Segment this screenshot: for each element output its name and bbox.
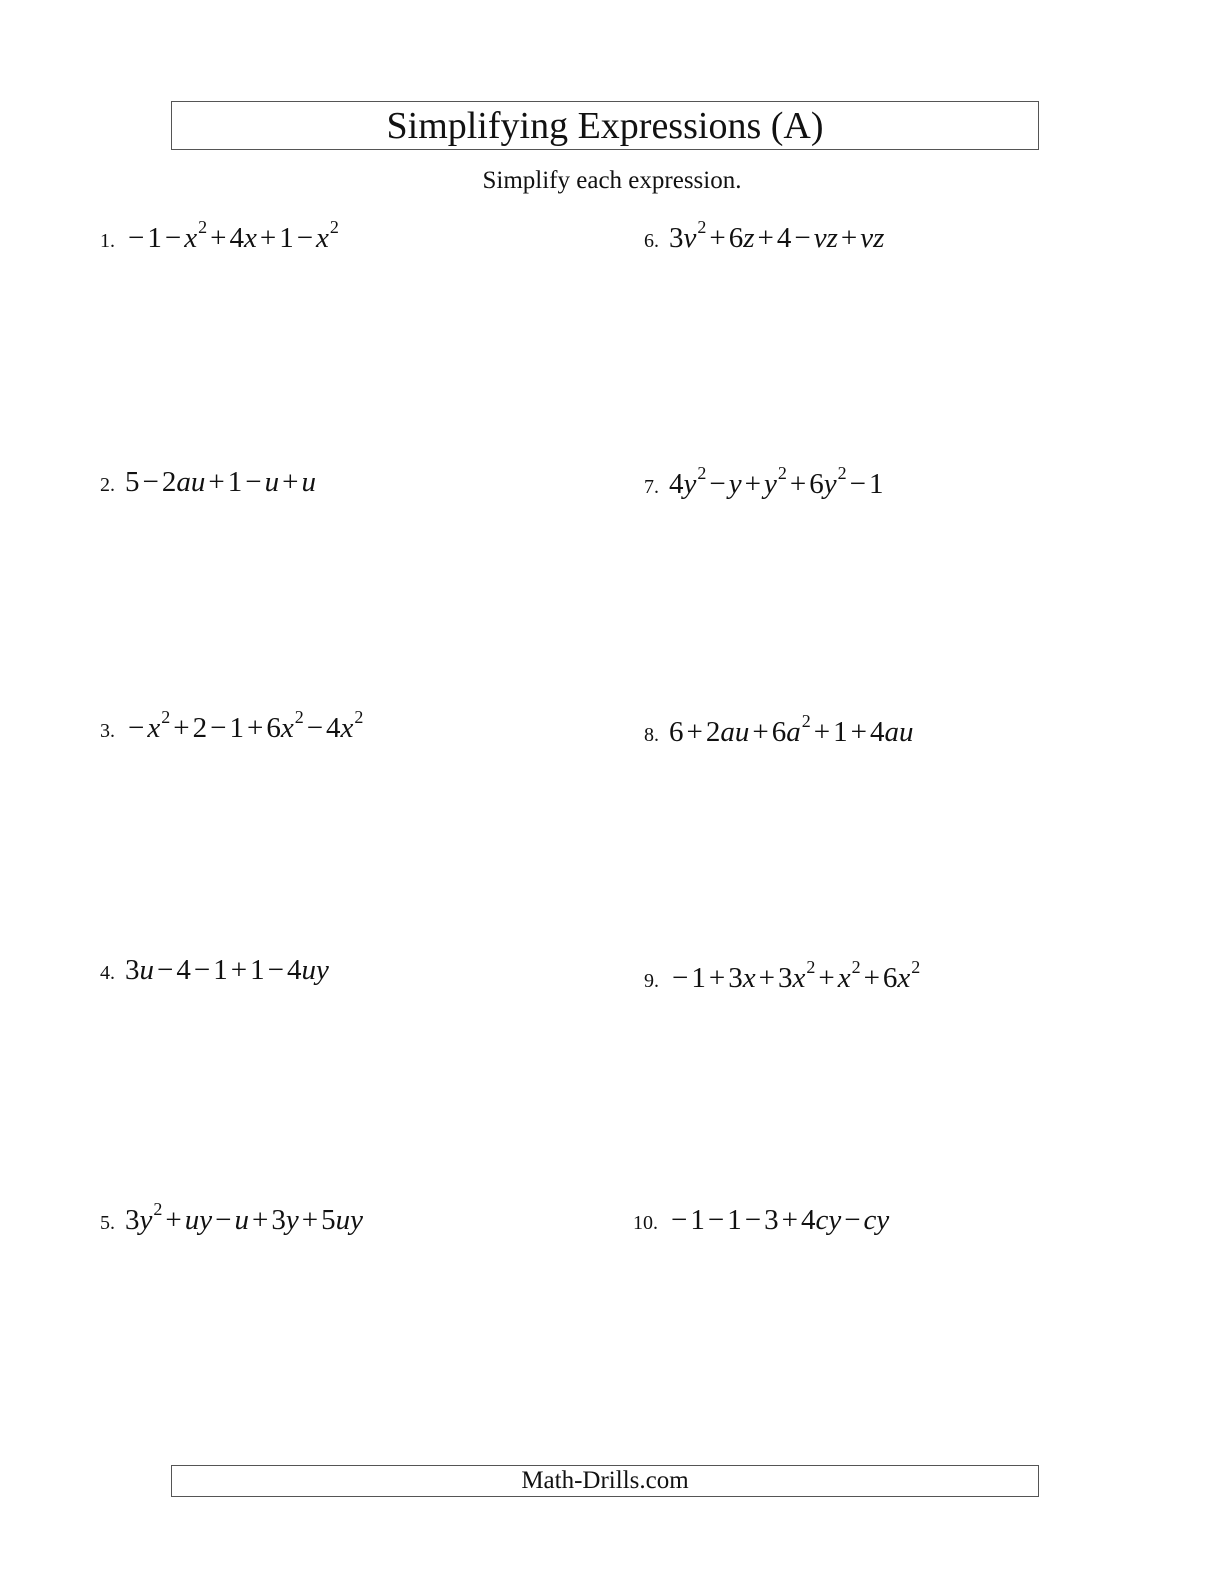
problem-number: 10.	[633, 1212, 658, 1234]
problem-number: 5.	[100, 1212, 115, 1234]
problem-number: 9.	[644, 970, 659, 992]
problem-number: 3.	[100, 720, 115, 742]
problem-expression: $3y^2$ + uy − u + 3y + 5uy	[125, 1199, 363, 1236]
problem-expression: 3u − 4 − 1 + 1 − 4uy	[125, 954, 329, 986]
problem-expression: − $1 - x^2 + 4x + 1 - x^2$	[128, 217, 339, 254]
problem-number: 1.	[100, 230, 115, 252]
problem-item	[644, 957, 921, 995]
worksheet-title: Simplifying Expressions (A)	[386, 104, 824, 147]
problem-item	[644, 711, 914, 749]
problem-number: 4.	[100, 962, 115, 984]
problem-item	[100, 707, 364, 745]
problem-expression: $3v^2 + 6z + 4$ − vz + vz	[669, 217, 885, 254]
problem-item	[644, 217, 885, 255]
problem-item	[100, 954, 329, 987]
problem-item	[644, 463, 884, 501]
footer-text: Math-Drills.com	[521, 1467, 689, 1494]
problem-expression: − $1 + 3x + 3x^2 + x^2 + 6x^2$	[672, 957, 921, 994]
problem-number: 7.	[644, 476, 659, 498]
problem-expression: 5 − 2au + 1 − u + u	[125, 466, 316, 498]
problem-item	[633, 1204, 889, 1237]
footer-box	[171, 1465, 1039, 1497]
worksheet-title-box	[171, 101, 1039, 150]
problem-number: 2.	[100, 474, 115, 496]
instructions: Simplify each expression.	[482, 167, 742, 194]
problem-expression: $4y^2 - y + y^2 + 6y^2 - 1$	[669, 463, 884, 500]
problem-item	[100, 1199, 363, 1237]
problem-expression: $6 + 2au + 6a^2 + 1 + 4au$	[669, 711, 914, 748]
problem-expression: − 1 − 1 − 3 + 4cy − cy	[671, 1204, 890, 1236]
problem-number: 8.	[644, 724, 659, 746]
problem-item	[100, 466, 316, 499]
problem-item	[100, 217, 339, 255]
problem-expression: − $x^2 + 2 - 1 + 6x^2 - 4x^2$	[128, 707, 364, 744]
problem-number: 6.	[644, 230, 659, 252]
